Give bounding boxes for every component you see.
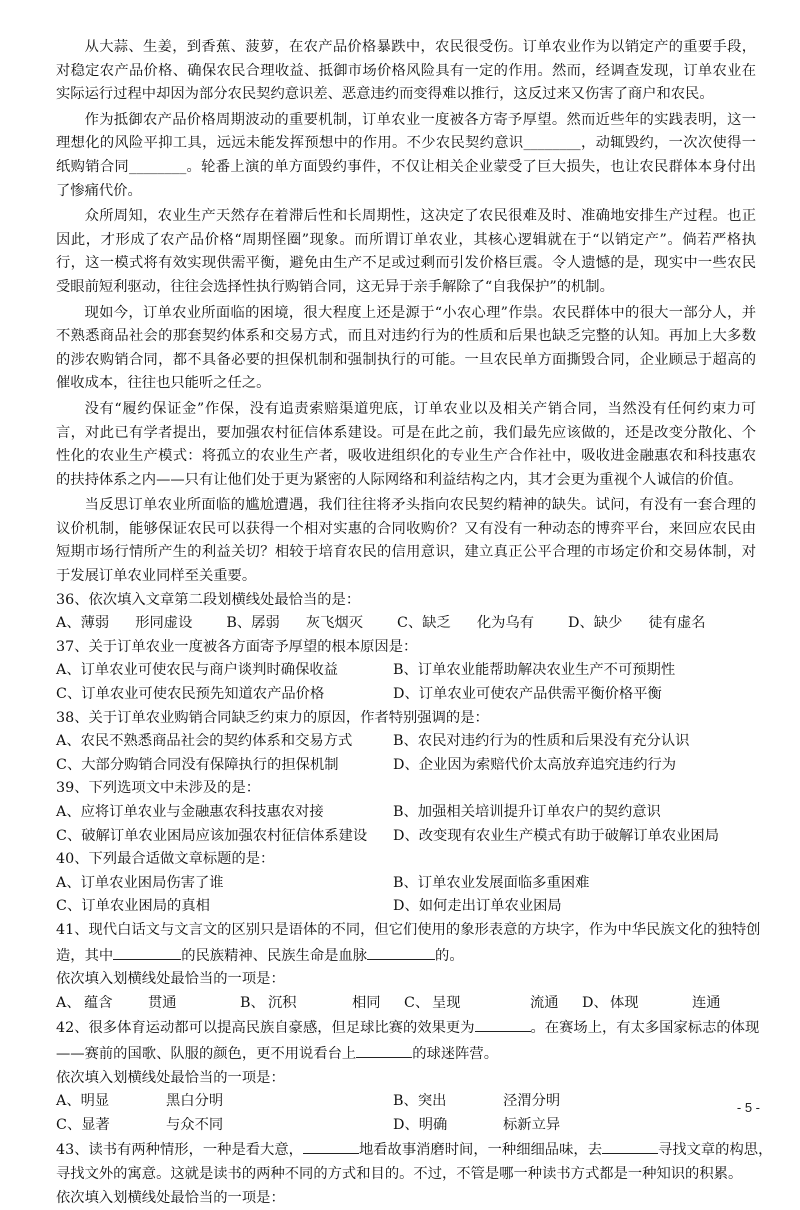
option-letter: D、 <box>568 612 594 636</box>
question-prompt: 依次填入划横线处最恰当的一项是： <box>56 1067 756 1091</box>
option-a <box>56 612 192 636</box>
option-word-2: 灰飞烟灭 <box>306 612 363 636</box>
option-c: C、破解订单农业困局应该加强农村征信体系建设 <box>56 825 393 849</box>
option-b <box>226 612 363 636</box>
question-41 <box>56 919 756 1015</box>
option-a: A、应将订单农业与金融惠农科技惠农对接 <box>56 801 393 825</box>
question-stem-line-1: 42、很多体育运动都可以提高民族自豪感，但足球比赛的效果更为 。在赛场上，有太多国家标志的体现 <box>56 1015 756 1041</box>
option-d: D、改变现有农业生产模式有助于破解订单农业困局 <box>393 825 753 849</box>
question-stem-line-2: 寻找文外的寓意。这就是读书的两种不同的方式和目的。不过，不管是哪一种读书方式都是一种知识的积累。 <box>56 1163 756 1187</box>
passage-paragraph-2: 作为抵御农产品价格周期波动的重要机制，订单农业一度被各方寄予厚望。然而近些年的实践表明，这一理想化的风险平抑工具，远远未能发挥预想中的作用。不少农民契约意识________，动辄毁约，一次次使得一纸购销合同________。轮番上演的单方面毁约事件，不仅让相关企业蒙受了巨大损失，也让农民群体本身付出了惨痛代价。 <box>56 109 756 203</box>
option-letter: C、 <box>397 612 422 636</box>
question-stem-line-1: 43、读书有两种情形，一种是看大意， 地看故事消磨时间，一种细细品味，去 寻找文章的构思， <box>56 1137 756 1163</box>
option-word-1: 孱弱 <box>251 612 280 636</box>
options-row <box>56 992 756 1016</box>
options-grid <box>56 801 756 848</box>
question-prompt: 依次填入划横线处最恰当的一项是： <box>56 968 756 992</box>
option-word-2: 化为乌有 <box>477 612 534 636</box>
option-a: A、明显 黑白分明 <box>56 1090 393 1114</box>
options-grid <box>56 872 756 919</box>
option-a: A、订单农业困局伤害了谁 <box>56 872 393 896</box>
question-stem-line-2: 造，其中 的民族精神、民族生命是血脉 的。 <box>56 943 756 969</box>
passage-paragraph-5: 没有“履约保证金”作保，没有追责索赔渠道兜底，订单农业以及相关产销合同，当然没有任何约束力可言，对此已有学者提出，要加强农村征信体系建设。可是在此之前，我们最先应该做的，还是改变分散化、个性化的农业生产模式：将孤立的农业生产者，吸收进组织化的专业生产合作社中，吸收进金融惠农和科技惠农的扶持体系之内——只有让他们处于更为紧密的人际网络和利益结构之内，其才会更为重视个人诚信的价值。 <box>56 398 756 492</box>
question-stem-line-1: 41、现代白话文与文言文的区别只是语体的不同，但它们使用的象形表意的方块字，作为中华民族文化的独特创 <box>56 919 756 943</box>
option-d <box>568 612 706 636</box>
fill-blank <box>475 1015 531 1032</box>
option-letter: B、 <box>226 612 251 636</box>
option-c: C、 呈现 流通 <box>404 992 582 1016</box>
options-grid <box>56 659 756 706</box>
option-b: B、订单农业发展面临多重困难 <box>393 872 753 896</box>
option-a: A、 蕴含 贯通 <box>56 992 240 1016</box>
option-b: B、 沉积 相同 <box>240 992 404 1016</box>
page-number: - 5 - <box>737 1100 760 1115</box>
option-word-1: 缺乏 <box>422 612 451 636</box>
option-c: C、订单农业可使农民预先知道农产品价格 <box>56 683 393 707</box>
question-42 <box>56 1015 756 1137</box>
question-stem: 36、依次填入文章第二段划横线处最恰当的是： <box>56 589 756 613</box>
passage-paragraph-6: 当反思订单农业所面临的尴尬遭遇，我们往往将矛头指向农民契约精神的缺失。试问，有没有一套合理的议价机制，能够保证农民可以获得一个相对实惠的合同收购价？又有没有一种动态的博弈平台，来回应农民由短期市场行情所产生的利益关切？相较于培育农民的信用意识，建立真正公平合理的市场定价和交易体制，对于发展订单农业同样至关重要。 <box>56 494 756 588</box>
option-word-2: 形同虚设 <box>135 612 192 636</box>
options-row <box>56 612 756 636</box>
fill-blank <box>367 943 435 960</box>
question-36 <box>56 589 756 636</box>
option-a: A、订单农业可使农民与商户谈判时确保收益 <box>56 659 393 683</box>
reading-passage <box>56 36 756 589</box>
question-37 <box>56 636 756 707</box>
option-a: A、农民不熟悉商品社会的契约体系和交易方式 <box>56 730 393 754</box>
fill-blank <box>602 1137 658 1154</box>
option-letter: A、 <box>56 612 81 636</box>
option-c: C、订单农业困局的真相 <box>56 895 393 919</box>
option-c: C、显著 与众不同 <box>56 1114 393 1138</box>
option-b: B、突出 泾渭分明 <box>393 1090 753 1114</box>
question-stem: 38、关于订单农业购销合同缺乏约束力的原因，作者特别强调的是： <box>56 707 756 731</box>
option-b: B、加强相关培训提升订单农户的契约意识 <box>393 801 753 825</box>
fill-blank <box>356 1041 412 1058</box>
question-stem-line-2: ——赛前的国歌、队服的颜色，更不用说看台上 的球迷阵营。 <box>56 1041 756 1067</box>
question-40 <box>56 848 756 919</box>
question-stem: 37、关于订单农业一度被各方面寄予厚望的根本原因是： <box>56 636 756 660</box>
question-39 <box>56 777 756 848</box>
option-d: D、 体现 连通 <box>582 992 721 1016</box>
passage-paragraph-1: 从大蒜、生姜，到香蕉、菠萝，在农产品价格暴跌中，农民很受伤。订单农业作为以销定产的重要手段，对稳定农产品价格、确保农民合理收益、抵御市场价格风险具有一定的作用。然而，经调查发现，订单农业在实际运行过程中却因为部分农民契约意识差、恶意违约而变得难以推行，这反过来又伤害了商户和农民。 <box>56 36 756 107</box>
option-b: B、农民对违约行为的性质和后果没有充分认识 <box>393 730 753 754</box>
option-word-1: 缺少 <box>594 612 623 636</box>
options-grid <box>56 730 756 777</box>
fill-blank <box>113 943 181 960</box>
passage-paragraph-4: 现如今，订单农业所面临的困境，很大程度上还是源于“小农心理”作祟。农民群体中的很大一部分人，并不熟悉商品社会的那套契约体系和交易方式，而且对违约行为的性质和后果也缺乏完整的认知。再加上大多数的涉农购销合同，都不具备必要的担保机制和强制执行的可能。一旦农民单方面撕毁合同，企业顾忌于超高的催收成本，往往也只能听之任之。 <box>56 302 756 396</box>
question-38 <box>56 707 756 778</box>
option-word-2: 徒有虚名 <box>648 612 705 636</box>
exam-page <box>56 36 756 1210</box>
option-c: C、大部分购销合同没有保障执行的担保机制 <box>56 754 393 778</box>
passage-paragraph-3: 众所周知，农业生产天然存在着滞后性和长周期性，这决定了农民很难及时、准确地安排生产过程。也正因此，才形成了农产品价格“周期怪圈”现象。而所谓订单农业，其核心逻辑就在于“以销定产”。倘若严格执行，这一模式将有效实现供需平衡，避免由生产不足或过剩而引发价格巨震。令人遗憾的是，现实中一些农民受眼前短利驱动，往往会选择性执行购销合同，这无异于亲手解除了“自我保护”的机制。 <box>56 205 756 299</box>
question-43 <box>56 1137 756 1210</box>
question-prompt: 依次填入划横线处最恰当的一项是： <box>56 1187 756 1210</box>
options-grid <box>56 1090 756 1137</box>
option-b: B、订单农业能帮助解决农业生产不可预期性 <box>393 659 753 683</box>
option-d: D、如何走出订单农业困局 <box>393 895 753 919</box>
option-d: D、订单农业可使农产品供需平衡价格平衡 <box>393 683 753 707</box>
option-d: D、明确 标新立异 <box>393 1114 753 1138</box>
option-word-1: 薄弱 <box>81 612 110 636</box>
option-d: D、企业因为索赔代价太高放弃追究违约行为 <box>393 754 753 778</box>
fill-blank <box>303 1137 359 1154</box>
question-stem: 40、下列最合适做文章标题的是： <box>56 848 756 872</box>
question-stem: 39、下列选项文中未涉及的是： <box>56 777 756 801</box>
option-c <box>397 612 534 636</box>
